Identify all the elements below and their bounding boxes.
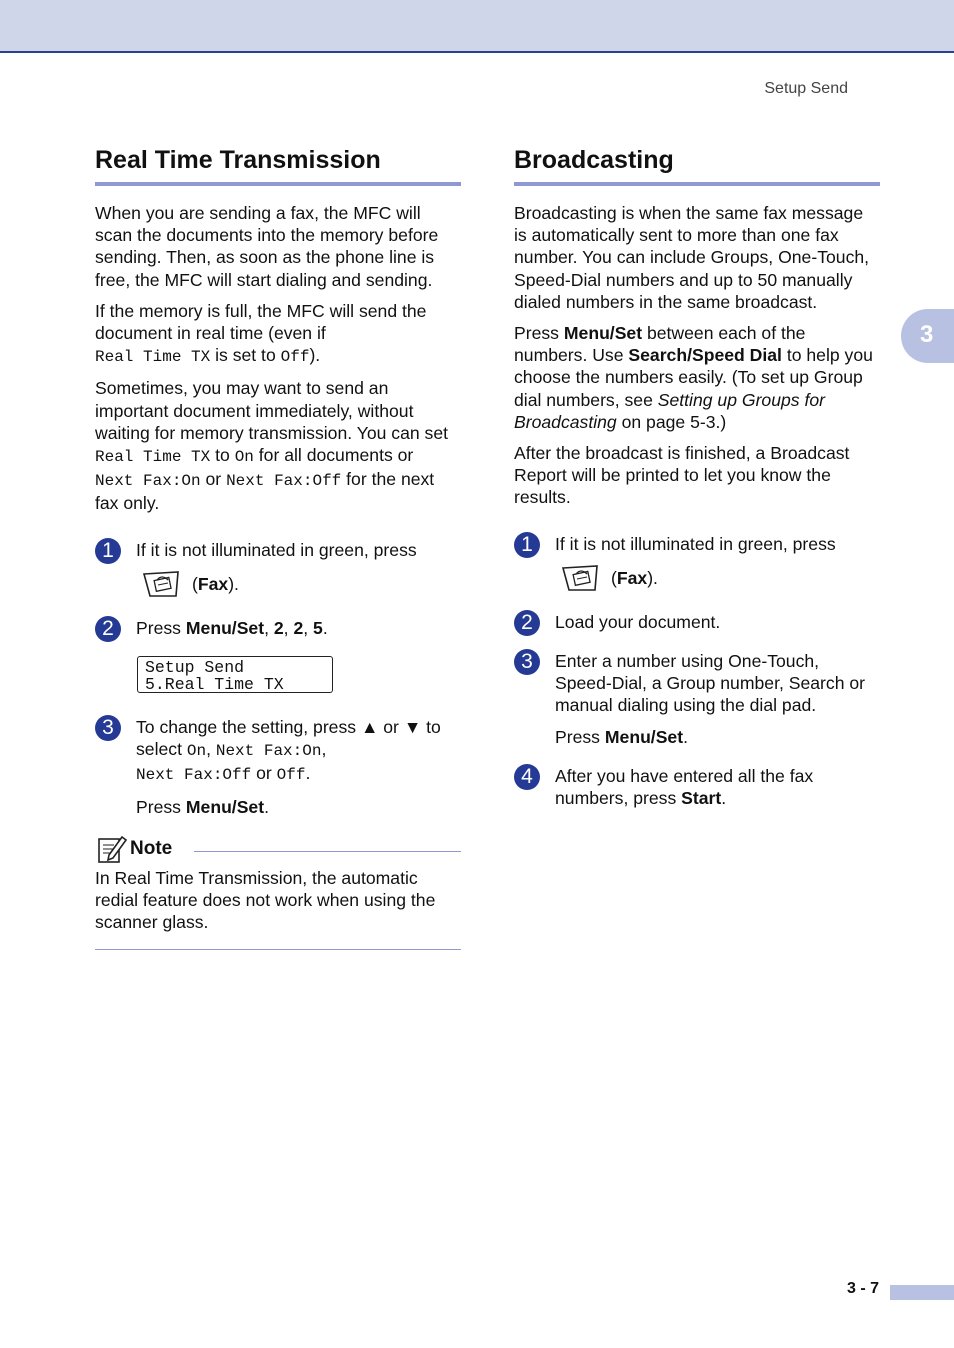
page-number-bar [890,1285,954,1300]
key-2: 2 [293,617,304,638]
note-pencil-icon [95,833,127,865]
text: After you have entered all the fax numbers, press [555,765,814,809]
menu-set-key: Menu/Set [185,796,265,817]
fax-key-label: Fax [616,567,648,588]
code-text: Next Fax:Off [136,766,252,785]
right-step-3 [514,650,880,748]
text: Sometimes, you may want to send an important document immediately, without waiting for memory transmission. You can set [95,378,449,443]
cross-reference: Setting up Groups for Broadcasting [514,389,826,432]
text: . [683,726,688,747]
lcd-display [137,656,333,693]
page-number: 3 - 7 [847,1280,880,1297]
text: To change the setting, press [136,717,357,738]
fax-key-icon [561,564,599,592]
text: Press [136,617,181,638]
step-number-badge: 3 [514,649,540,675]
code-text: Real Time TX [95,348,211,367]
text: , [303,617,309,638]
text: ). [309,345,321,366]
key-2: 2 [273,617,284,638]
text: ( [192,573,198,594]
text: between each of the numbers. Use [514,323,806,366]
right-step-4 [514,765,880,809]
fax-key-line [136,567,461,601]
step-number-badge: 1 [514,532,540,558]
step-number-badge: 4 [514,764,540,790]
lcd-line-2: 5.Real Time TX [145,675,284,695]
step-number-badge: 3 [95,715,121,741]
note-box [95,833,461,951]
step-text [136,617,461,639]
chapter-tab-number: 3 [920,321,934,348]
code-text: On [186,742,207,761]
chapter-tab [901,309,954,363]
text: . [305,763,311,784]
section-heading-broadcasting: Broadcasting [514,144,880,186]
step-number-badge: 2 [95,616,121,642]
running-head: Setup Send [764,80,848,97]
fax-key-line [555,561,880,595]
press-menu-set [136,796,461,818]
text: to help you choose the numbers easily. (To set up Group dial numbers, see [514,345,873,410]
note-rule [194,851,461,852]
right-para-1: Broadcasting is when the same fax message is automatically sent to more than one fax number. You can include Groups, One-Touch, Speed-Dial numbers and up to 50 manually dialed numbers in the same broadcast. [514,203,870,312]
fax-key-icon [142,570,180,598]
text: If the memory is full, the MFC will send the document in real time (even if [95,300,427,344]
right-column [514,144,880,809]
text: , [264,617,269,638]
note-header [95,833,461,865]
text: is set to [215,345,276,366]
step-text [136,716,461,787]
left-column [95,144,461,950]
text: ). [647,567,658,588]
step-text: If it is not illuminated in green, press [555,533,836,554]
left-para-2 [95,300,461,369]
code-text: Real Time TX [95,448,211,467]
text: for all documents or [258,445,414,466]
text: Press [136,796,181,817]
key-5: 5 [313,617,323,638]
text: ). [228,573,239,594]
text: to select [136,717,441,760]
right-step-1 [514,533,880,595]
step-text [555,765,880,809]
text: ( [611,567,617,588]
step-number-badge: 1 [95,538,121,564]
left-para-3 [95,377,461,514]
note-end-rule [95,949,461,950]
search-speed-dial-key: Search/Speed Dial [628,345,782,366]
text: for the next fax only. [95,469,435,514]
text: Press [555,726,600,747]
code-text: Off [280,348,310,367]
note-text: In Real Time Transmission, the automatic redial feature does not work when using the scanner glass. [95,867,436,933]
code-text: Off [276,766,306,785]
text: , [321,739,327,760]
fax-key-label: Fax [197,573,229,594]
menu-set-key: Menu/Set [604,726,684,747]
step-text: Enter a number using One-Touch, Speed-Dial, a Group number, Search or manual dialing using the dial pad. [555,651,866,716]
start-key: Start [681,788,722,809]
press-menu-set [555,726,880,748]
text: . [721,788,727,809]
text: , [206,739,211,760]
up-arrow-icon: ▲ [360,717,379,738]
text: , [283,617,289,638]
left-step-1 [95,539,461,601]
right-step-2 [514,611,880,633]
step-number-badge: 2 [514,610,540,636]
left-para-1: When you are sending a fax, the MFC will scan the documents into the memory before sending. Then, as soon as the phone line is free, the MFC will start dialing and sending. [95,203,439,290]
text: or [205,469,222,490]
top-band [0,0,954,53]
text: to [215,445,230,466]
text: . [264,796,269,817]
right-para-3: After the broadcast is finished, a Broadcast Report will be printed to let you know the results. [514,443,850,508]
menu-set-key: Menu/Set [185,617,265,638]
right-para-2 [514,322,880,433]
note-title: Note [130,837,173,859]
code-text: On [234,448,254,467]
menu-set-key: Menu/Set [563,323,643,344]
code-text: Next Fax:On [215,742,322,761]
code-text: Next Fax:Off [226,472,342,491]
left-step-2 [95,617,461,639]
text: Press [514,323,559,344]
text: or [383,717,399,738]
text: . [322,617,328,638]
text: on page 5-3.) [621,411,727,432]
down-arrow-icon: ▼ [403,717,422,738]
step-text: If it is not illuminated in green, press [136,539,417,560]
section-heading-real-time: Real Time Transmission [95,144,461,186]
text: or [256,763,272,784]
code-text: Next Fax:On [95,472,201,491]
left-step-3 [95,716,461,818]
step-text: Load your document. [555,611,721,632]
lcd-line-1: Setup Send [145,658,245,678]
